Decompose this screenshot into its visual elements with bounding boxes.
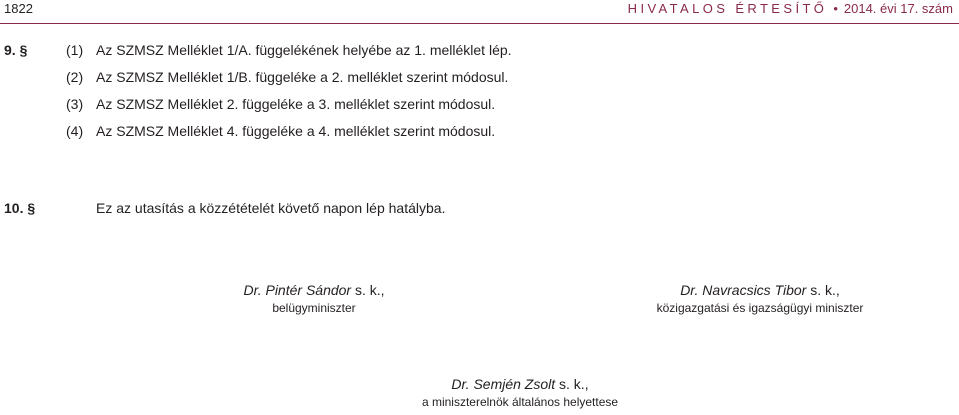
signatory-name bbox=[380, 376, 660, 392]
signatory-name bbox=[214, 282, 414, 298]
item-number: (4) bbox=[66, 123, 84, 139]
signatory-role: belügyminiszter bbox=[272, 301, 356, 315]
signature-block bbox=[380, 376, 660, 409]
publication-title: HIVATALOS ÉRTESÍTŐ bbox=[627, 1, 828, 16]
signatory-suffix: s. k., bbox=[555, 376, 589, 392]
header-divider bbox=[0, 23, 959, 24]
signature-block bbox=[214, 282, 414, 315]
signatory-suffix: s. k., bbox=[806, 282, 840, 298]
signatory-name-italic: Dr. Navracsics Tibor bbox=[680, 282, 807, 298]
issue-date: 2014. évi 17. szám bbox=[843, 1, 953, 16]
publication-header bbox=[628, 1, 953, 16]
item-number: (3) bbox=[66, 96, 84, 112]
item-text: Az SZMSZ Melléklet 1/B. függeléke a 2. melléklet szerint módosul. bbox=[96, 69, 509, 85]
page-number: 1822 bbox=[4, 1, 33, 16]
signatory-role: közigazgatási és igazságügyi miniszter bbox=[656, 301, 864, 315]
signatory-role: a miniszterelnök általános helyettese bbox=[421, 395, 619, 409]
item-number: (2) bbox=[66, 69, 84, 85]
header-separator: • bbox=[833, 1, 838, 16]
section-9-number: 9. § bbox=[4, 42, 28, 58]
signatory-name-italic: Dr. Semjén Zsolt bbox=[451, 376, 556, 392]
signatory-name bbox=[610, 282, 910, 298]
signatory-suffix: s. k., bbox=[351, 282, 385, 298]
item-number: (1) bbox=[66, 42, 84, 58]
section-10-number: 10. § bbox=[4, 200, 36, 216]
item-text: Az SZMSZ Melléklet 1/A. függelékének helyébe az 1. melléklet lép. bbox=[96, 42, 512, 58]
section-10-text: Ez az utasítás a közzétételét követő napon lép hatályba. bbox=[96, 200, 446, 216]
signatory-name-italic: Dr. Pintér Sándor bbox=[243, 282, 352, 298]
signature-block bbox=[610, 282, 910, 315]
item-text: Az SZMSZ Melléklet 2. függeléke a 3. melléklet szerint módosul. bbox=[96, 96, 496, 112]
item-text: Az SZMSZ Melléklet 4. függeléke a 4. melléklet szerint módosul. bbox=[96, 123, 496, 139]
